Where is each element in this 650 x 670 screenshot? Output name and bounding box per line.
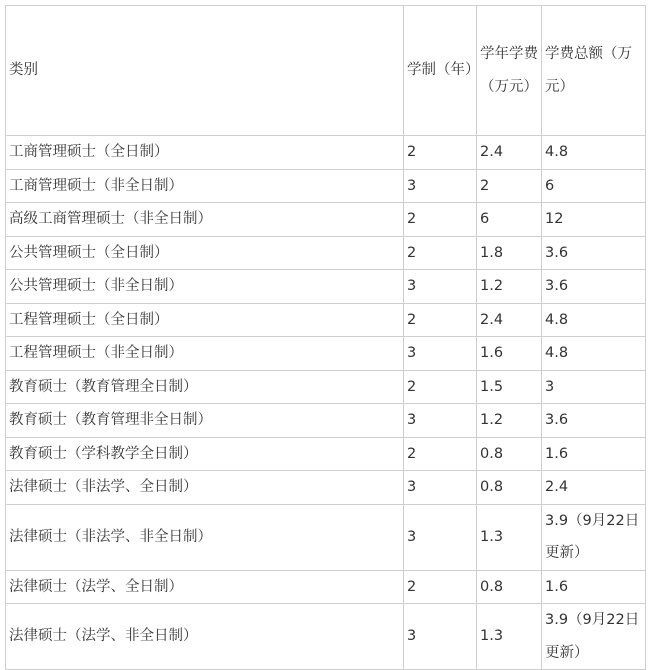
cell-total-fee: 2.4 [542,471,646,505]
cell-duration: 3 [404,404,477,438]
cell-total-fee: 4.8 [542,303,646,337]
cell-annual-fee: 0.8 [477,471,542,505]
cell-category: 公共管理硕士（非全日制） [6,270,404,304]
cell-category: 工商管理硕士（全日制） [6,136,404,170]
cell-total-fee: 3.9（9月22日更新） [542,604,646,670]
cell-total-fee: 6 [542,169,646,203]
cell-duration: 2 [404,437,477,471]
header-total-fee: 学费总额（万元） [542,6,646,136]
tuition-fee-table [5,5,646,670]
cell-category: 工程管理硕士（非全日制） [6,337,404,371]
cell-category: 公共管理硕士（全日制） [6,236,404,270]
cell-total-fee: 1.6 [542,437,646,471]
table-row [6,203,646,237]
cell-duration: 3 [404,270,477,304]
table-row [6,437,646,471]
cell-annual-fee: 1.5 [477,370,542,404]
cell-category: 教育硕士（教育管理全日制） [6,370,404,404]
cell-total-fee: 3.6 [542,404,646,438]
header-row [6,6,646,136]
header-category: 类别 [6,6,404,136]
cell-total-fee: 4.8 [542,337,646,371]
cell-duration: 2 [404,570,477,604]
table-row [6,370,646,404]
cell-category: 法律硕士（法学、非全日制） [6,604,404,670]
cell-duration: 3 [404,604,477,670]
cell-category: 工商管理硕士（非全日制） [6,169,404,203]
table-row [6,471,646,505]
header-annual-fee: 学年学费（万元） [477,6,542,136]
cell-duration: 2 [404,303,477,337]
table-row [6,169,646,203]
table-row [6,604,646,670]
cell-total-fee: 4.8 [542,136,646,170]
cell-duration: 2 [404,370,477,404]
cell-annual-fee: 2 [477,169,542,203]
cell-category: 法律硕士（法学、全日制） [6,570,404,604]
cell-annual-fee: 1.3 [477,604,542,670]
cell-annual-fee: 1.2 [477,404,542,438]
cell-duration: 2 [404,236,477,270]
cell-annual-fee: 6 [477,203,542,237]
cell-category: 法律硕士（非法学、非全日制） [6,504,404,570]
table-row [6,303,646,337]
cell-duration: 2 [404,203,477,237]
table-row [6,236,646,270]
cell-annual-fee: 1.2 [477,270,542,304]
cell-total-fee: 12 [542,203,646,237]
cell-duration: 3 [404,471,477,505]
table-row [6,404,646,438]
cell-total-fee: 3.6 [542,236,646,270]
table-header [6,6,646,136]
cell-category: 高级工商管理硕士（非全日制） [6,203,404,237]
cell-annual-fee: 0.8 [477,437,542,471]
cell-duration: 2 [404,136,477,170]
cell-annual-fee: 1.6 [477,337,542,371]
cell-category: 教育硕士（学科教学全日制） [6,437,404,471]
table-row [6,570,646,604]
cell-total-fee: 1.6 [542,570,646,604]
table-row [6,337,646,371]
table-row [6,504,646,570]
cell-category: 教育硕士（教育管理非全日制） [6,404,404,438]
cell-duration: 3 [404,169,477,203]
cell-category: 工程管理硕士（全日制） [6,303,404,337]
table-row [6,136,646,170]
cell-total-fee: 3.6 [542,270,646,304]
cell-total-fee: 3.9（9月22日更新） [542,504,646,570]
cell-annual-fee: 2.4 [477,136,542,170]
header-duration: 学制（年） [404,6,477,136]
cell-duration: 3 [404,337,477,371]
cell-annual-fee: 2.4 [477,303,542,337]
cell-total-fee: 3 [542,370,646,404]
cell-annual-fee: 1.3 [477,504,542,570]
table-row [6,270,646,304]
cell-annual-fee: 1.8 [477,236,542,270]
cell-annual-fee: 0.8 [477,570,542,604]
table-body [6,136,646,670]
cell-duration: 3 [404,504,477,570]
fee-table-container [5,5,645,670]
cell-category: 法律硕士（非法学、全日制） [6,471,404,505]
